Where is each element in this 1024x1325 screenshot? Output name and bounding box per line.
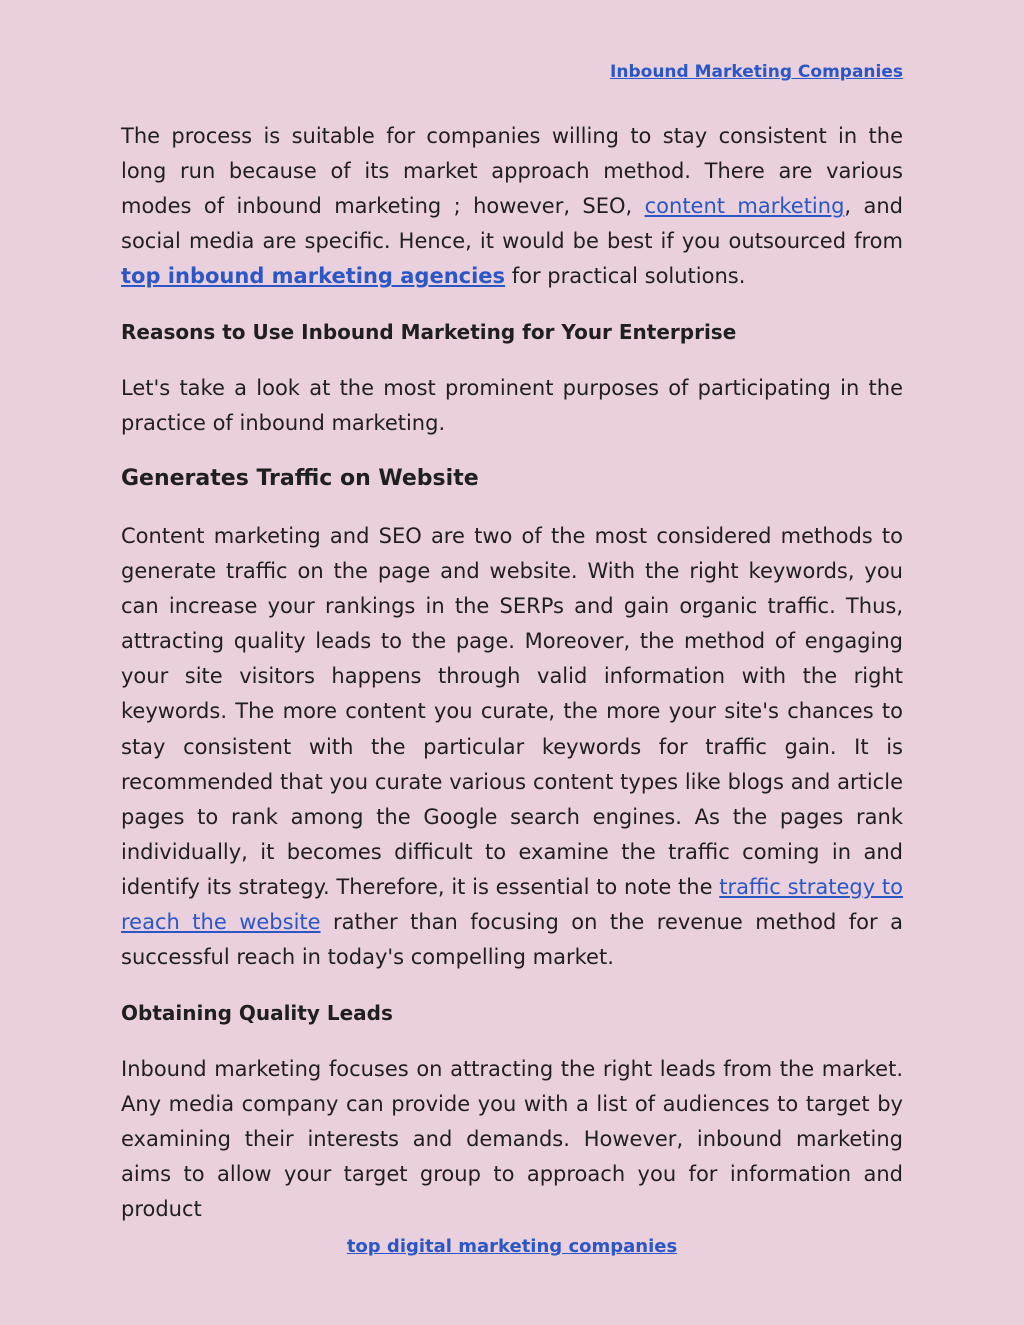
leads-paragraph: Inbound marketing focuses on attracting the right leads from the market. Any media company can provide you with a list of audiences to target by examining their interests and demands. However, inbound marketing aims to allow your target group to approach you for information and product — [121, 1057, 903, 1222]
reasons-paragraph: Let's take a look at the most prominent purposes of participating in the practice of inbound marketing. — [121, 376, 903, 436]
traffic-paragraph — [121, 519, 903, 975]
top-inbound-marketing-agencies-link[interactable]: top inbound marketing agencies — [121, 264, 506, 289]
intro-text-2: , and social media are specific. Hence, it would be best if you outsourced from — [121, 194, 904, 254]
intro-text-3: for practical solutions. — [505, 264, 746, 289]
traffic-text-2: rather than focusing on the revenue method for a successful reach in today's compelling market. — [121, 910, 903, 970]
traffic-strategy-link[interactable]: traffic strategy to reach the website — [121, 874, 904, 935]
footer-link-top-digital-marketing-companies[interactable]: top digital marketing companies — [346, 1236, 678, 1257]
intro-paragraph — [121, 119, 903, 294]
content-marketing-link[interactable]: content marketing — [644, 194, 845, 219]
leads-heading: Obtaining Quality Leads — [121, 1001, 393, 1025]
header-link-inbound-marketing-companies[interactable]: Inbound Marketing Companies — [610, 62, 903, 82]
traffic-text-1: Content marketing and SEO are two of the most considered methods to generate traffic on the page and website. With the right keywords, you can increase your rankings in the SERPs and gain organic traffic. Thus, attracting quality leads to the page. Moreover, the method of engaging your site visitors happens through valid information with the right keywords. The more content you curate, the more your site's chances to stay consistent with the particular keywords for traffic gain. It is recommended that you curate various content types like blogs and article pages to rank among the Google search engines. As the pages rank individually, it becomes difficult to examine the traffic coming in and identify its strategy. Therefore, it is essential to note the — [121, 524, 903, 899]
intro-text-1: The process is suitable for companies willing to stay consistent in the long run because of its market approach method. There are various modes of inbound marketing ; however, SEO, — [121, 124, 903, 219]
traffic-heading: Generates Traffic on Website — [121, 466, 479, 491]
reasons-heading: Reasons to Use Inbound Marketing for Your Enterprise — [121, 320, 737, 344]
